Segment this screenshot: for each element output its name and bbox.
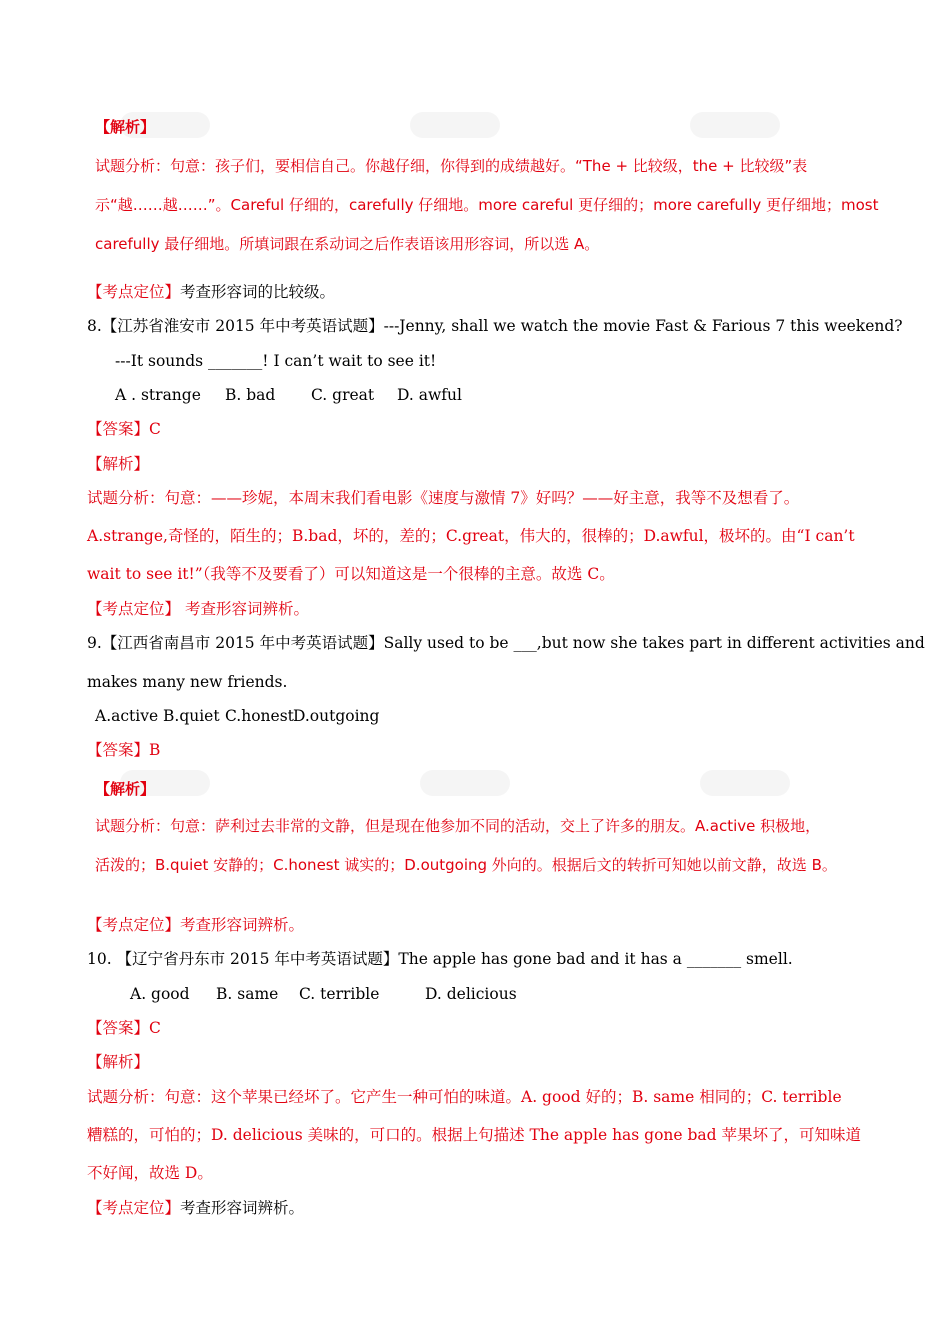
- question-8-stem: 8.【江苏省淮安市 2015 年中考英语试题】---Jenny, shall we watch the movie Fast & Farious 7 this weekend?: [87, 317, 903, 335]
- answer-value: C: [149, 1019, 161, 1037]
- question-9-options: [95, 705, 379, 727]
- analysis-label: 【解析】: [95, 780, 156, 798]
- option-b: B.quiet: [163, 707, 220, 725]
- knowledge-point-label: 【考点定位】: [87, 283, 181, 301]
- watermark-logo: [700, 770, 790, 796]
- knowledge-point: [87, 281, 335, 303]
- analysis-line: 活泼的；B.quiet 安静的；C.honest 诚实的；D.outgoing 外向的。根据后文的转折可知她以前文静，故选 B。: [95, 856, 837, 874]
- knowledge-point: [87, 1197, 304, 1219]
- knowledge-point-text: 考查形容词辨析。: [180, 1199, 305, 1217]
- analysis-label: 【解析】: [95, 118, 156, 136]
- knowledge-point-label: 【考点定位】: [87, 1199, 181, 1217]
- answer-value: B: [149, 741, 161, 759]
- analysis-line: 试题分析：句意：萨利过去非常的文静，但是现在他参加不同的活动，交上了许多的朋友。A.active 积极地，: [95, 817, 821, 835]
- option-a: A. good: [130, 985, 190, 1003]
- answer-label: 【答案】: [87, 741, 150, 759]
- option-c: C. great: [311, 386, 375, 404]
- option-d: D. delicious: [425, 985, 517, 1003]
- question-10-stem: 10. 【辽宁省丹东市 2015 年中考英语试题】The apple has gone bad and it has a _______ smell.: [87, 950, 793, 968]
- analysis-line: 试题分析：句意：——珍妮，本周末我们看电影《速度与激情 7》好吗？——好主意，我等不及想看了。: [87, 489, 800, 507]
- answer-label: 【答案】: [87, 420, 150, 438]
- analysis-line: wait to see it!”（我等不及要看了）可以知道这是一个很棒的主意。故选 C。: [87, 565, 615, 583]
- knowledge-point-text: 考查形容词辨析。: [180, 600, 309, 618]
- question-8-line2: ---It sounds _______! I can’t wait to see it!: [115, 352, 437, 370]
- knowledge-point-label: 【考点定位】: [87, 600, 181, 618]
- question-9-stem-line2: makes many new friends.: [87, 673, 288, 691]
- option-b: B. same: [216, 985, 279, 1003]
- option-c: C.honest: [225, 707, 294, 725]
- analysis-line: 糟糕的，可怕的；D. delicious 美味的，可口的。根据上句描述 The apple has gone bad 苹果坏了，可知味道: [87, 1126, 862, 1144]
- answer: [87, 418, 161, 440]
- option-d: D.outgoing: [293, 707, 380, 725]
- analysis-line: 试题分析：句意：孩子们，要相信自己。你越仔细，你得到的成绩越好。“The + 比较级，the + 比较级”表: [95, 157, 808, 175]
- watermark-logo: [410, 112, 500, 138]
- question-9-stem: 9.【江西省南昌市 2015 年中考英语试题】Sally used to be ___,but now she takes part in different activities and: [87, 634, 925, 652]
- analysis-line: 试题分析：句意：这个苹果已经坏了。它产生一种可怕的味道。A. good 好的；B. same 相同的；C. terrible: [87, 1088, 842, 1106]
- option-a: A . strange: [115, 386, 201, 404]
- watermark-logo: [690, 112, 780, 138]
- analysis-line: 不好闻，故选 D。: [87, 1164, 213, 1182]
- knowledge-point-text: 考查形容词辨析。: [180, 916, 305, 934]
- answer-label: 【答案】: [87, 1019, 150, 1037]
- option-a: A.active: [95, 707, 159, 725]
- knowledge-point: [87, 598, 309, 620]
- question-10-options: [130, 983, 517, 1005]
- answer-value: C: [149, 420, 161, 438]
- answer: [87, 739, 160, 761]
- analysis-line: 示“越……越……”。Careful 仔细的，carefully 仔细地。more careful 更仔细的；more carefully 更仔细地；most: [95, 196, 879, 214]
- option-b: B. bad: [225, 386, 276, 404]
- option-d: D. awful: [397, 386, 462, 404]
- knowledge-point-label: 【考点定位】: [87, 916, 181, 934]
- analysis-label: 【解析】: [87, 455, 150, 473]
- analysis-line: A.strange,奇怪的，陌生的；B.bad，坏的，差的；C.great，伟大的，很棒的；D.awful，极坏的。由“I can’t: [87, 527, 855, 545]
- question-8-options: [115, 384, 462, 406]
- knowledge-point-text: 考查形容词的比较级。: [180, 283, 336, 301]
- analysis-label: 【解析】: [87, 1053, 150, 1071]
- answer: [87, 1017, 161, 1039]
- analysis-line: carefully 最仔细地。所填词跟在系动词之后作表语该用形容词，所以选 A。: [95, 235, 600, 253]
- knowledge-point: [87, 914, 304, 936]
- option-c: C. terrible: [299, 985, 380, 1003]
- watermark-logo: [420, 770, 510, 796]
